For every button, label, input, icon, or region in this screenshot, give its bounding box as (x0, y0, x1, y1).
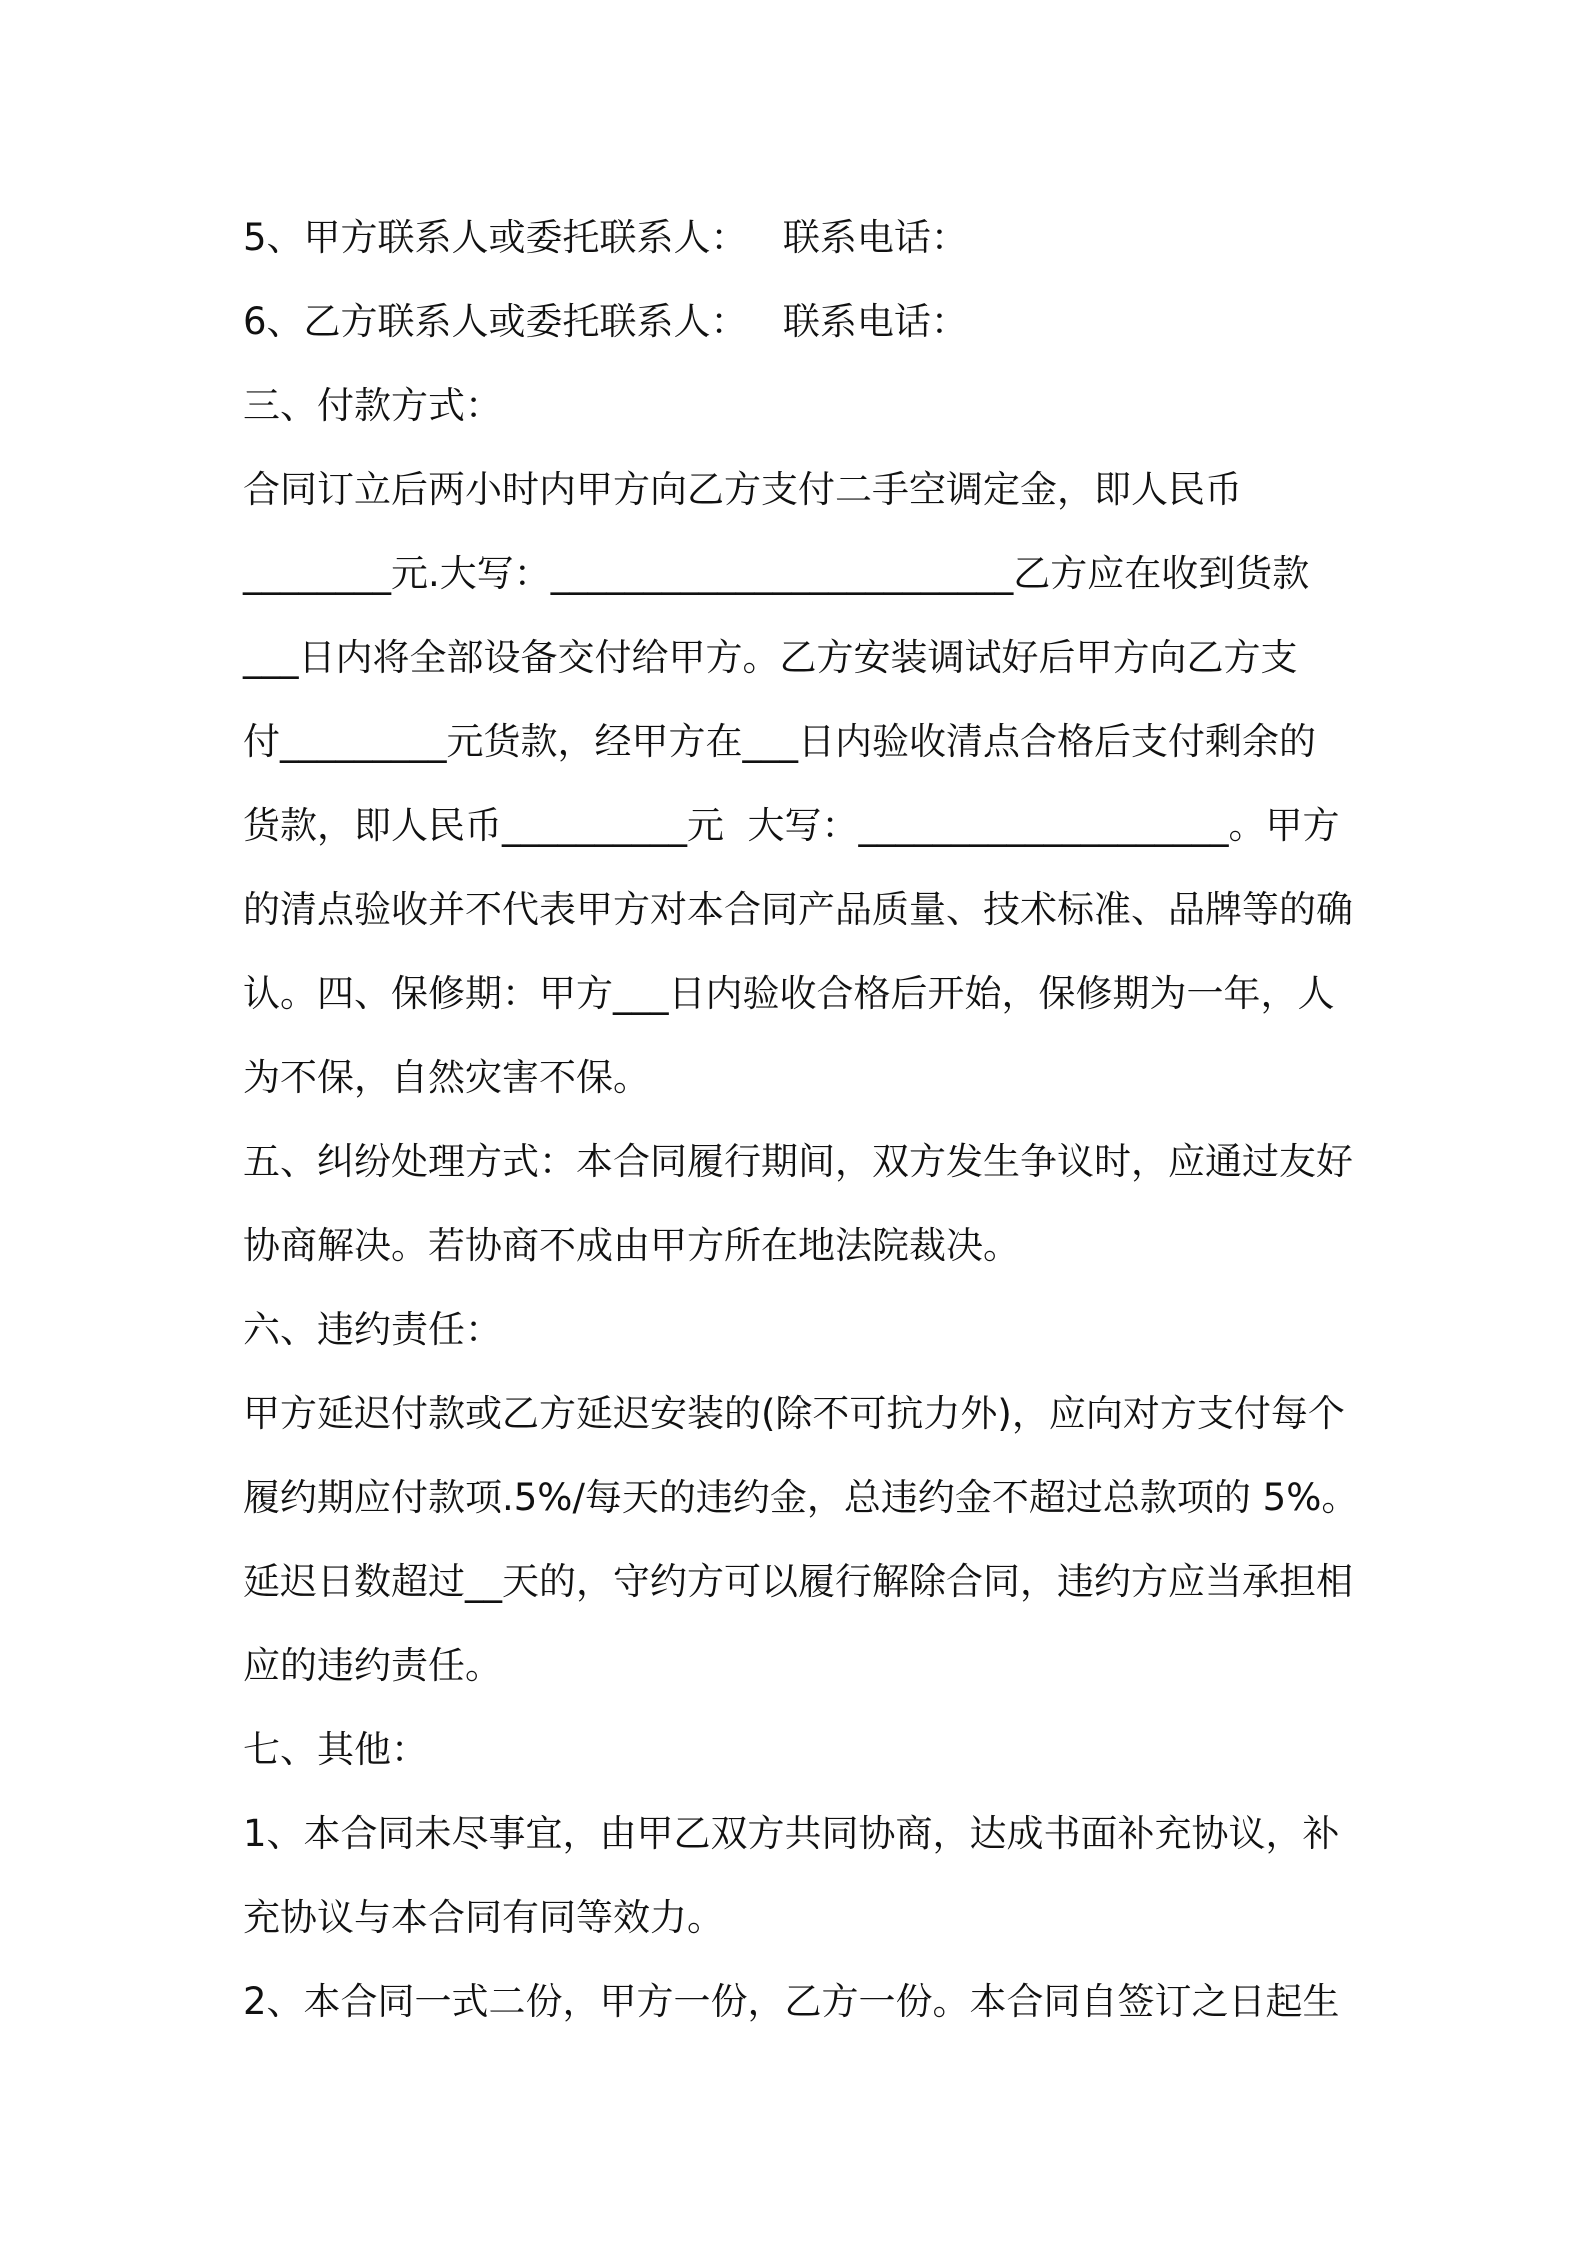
paragraph-line: ________元.大写：_________________________乙方应在收到货款 (243, 552, 1310, 595)
paragraph-line: 协商解决。若协商不成由甲方所在地法院裁决。 (243, 1224, 1020, 1267)
paragraph-line: 货款，即人民币__________元 大写：____________________。甲方 (243, 804, 1340, 847)
paragraph-line: 为不保，自然灾害不保。 (243, 1056, 650, 1099)
paragraph-line: 合同订立后两小时内甲方向乙方支付二手空调定金，即人民币 (243, 468, 1242, 511)
paragraph-line: ___日内将全部设备交付给甲方。乙方安装调试好后甲方向乙方支 (243, 636, 1298, 679)
paragraph-line: 付_________元货款，经甲方在___日内验收清点合格后支付剩余的 (243, 720, 1316, 763)
paragraph-line: 延迟日数超过__天的，守约方可以履行解除合同，违约方应当承担相 (243, 1560, 1353, 1603)
contract-text (243, 196, 1363, 2044)
contact-party-a-line: 5、甲方联系人或委托联系人： 联系电话： (243, 216, 968, 259)
section-breach-heading: 六、违约责任： (243, 1308, 502, 1351)
paragraph-line: 的清点验收并不代表甲方对本合同产品质量、技术标准、品牌等的确 (243, 888, 1353, 931)
paragraph-line: 履约期应付款项.5%/每天的违约金，总违约金不超过总款项的 5%。 (243, 1476, 1359, 1519)
section-payment-heading: 三、付款方式： (243, 384, 502, 427)
paragraph-line: 充协议与本合同有同等效力。 (243, 1896, 724, 1939)
paragraph-line: 应的违约责任。 (243, 1644, 502, 1687)
section-dispute-line: 五、纠纷处理方式：本合同履行期间，双方发生争议时，应通过友好 (243, 1140, 1353, 1183)
paragraph-line: 甲方延迟付款或乙方延迟安装的(除不可抗力外)，应向对方支付每个 (243, 1392, 1345, 1435)
paragraph-line: 认。四、保修期：甲方___日内验收合格后开始，保修期为一年，人 (243, 972, 1335, 1015)
paragraph-line: 2、本合同一式二份，甲方一份，乙方一份。本合同自签订之日起生 (243, 1980, 1340, 2023)
section-other-heading: 七、其他： (243, 1728, 428, 1771)
paragraph-line: 1、本合同未尽事宜，由甲乙双方共同协商，达成书面补充协议，补 (243, 1812, 1340, 1855)
contact-party-b-line: 6、乙方联系人或委托联系人： 联系电话： (243, 300, 968, 343)
